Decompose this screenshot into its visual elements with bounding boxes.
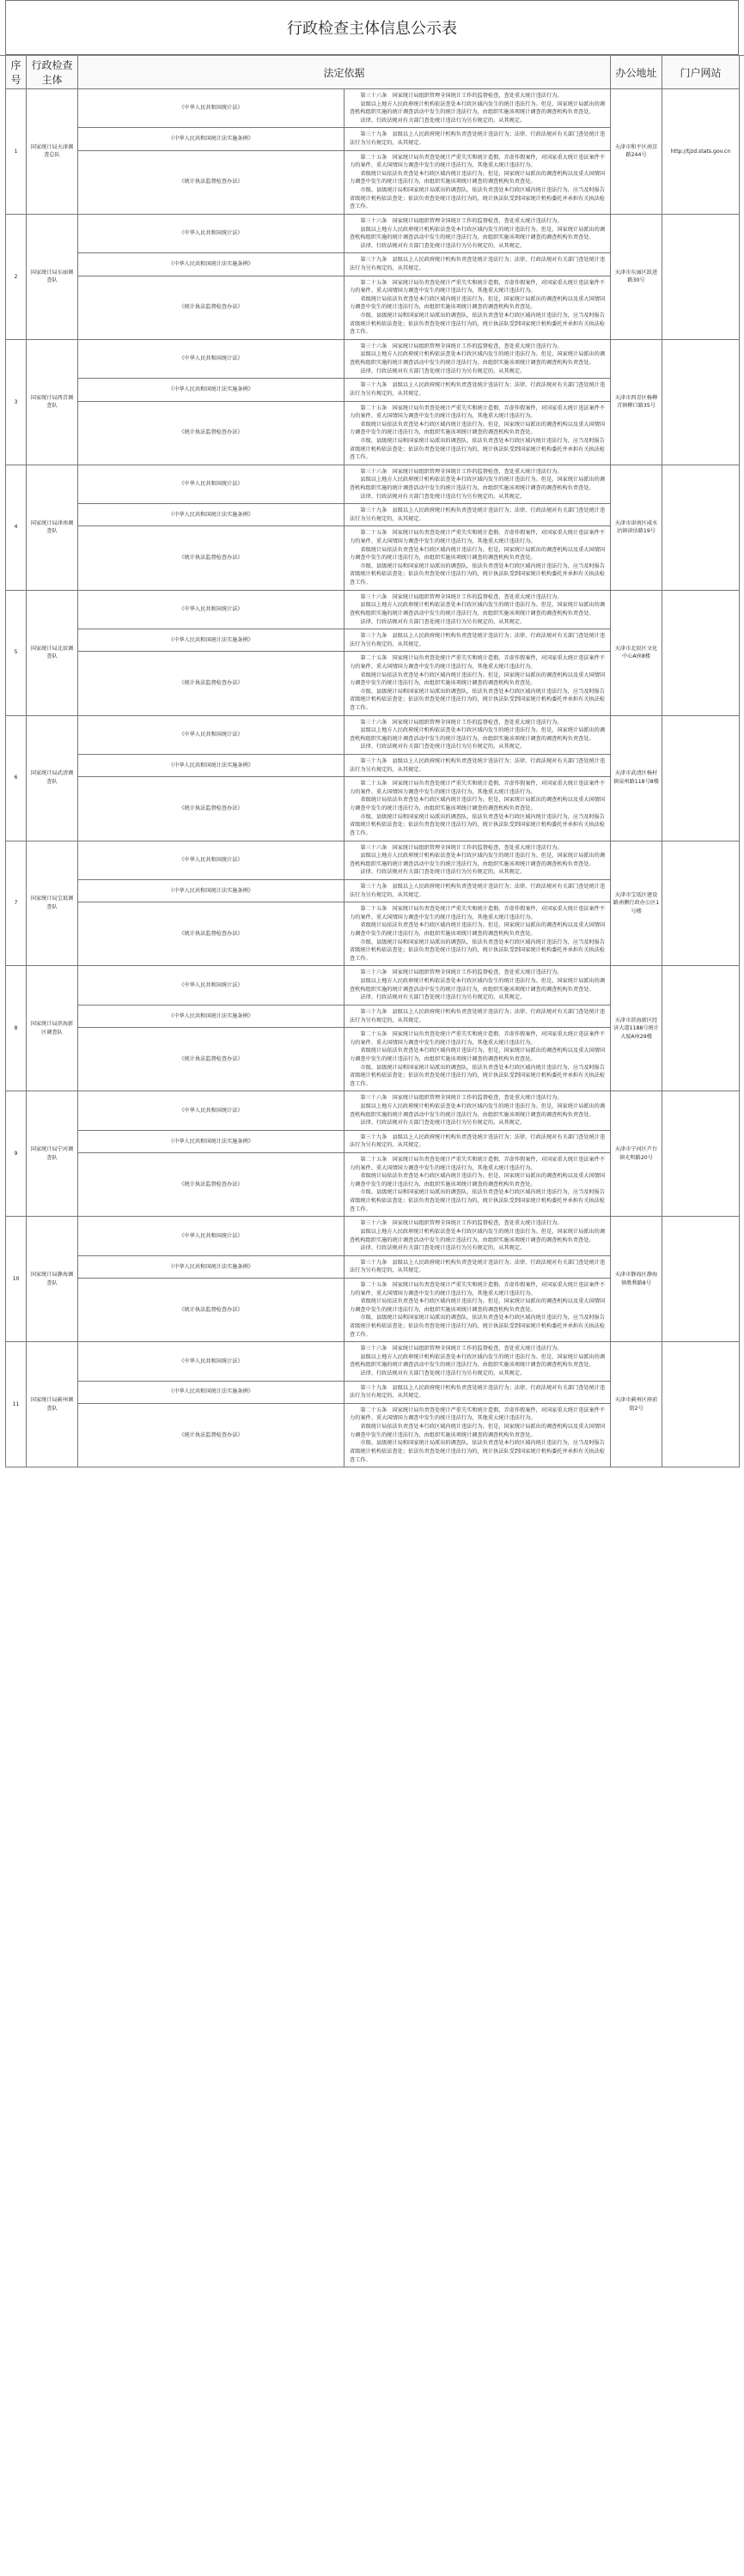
basis-paragraph: 省级统计局依法负责查处本行政区域内统计违法行为。但是，国家统计局派出的调查机构以及重大国情国力调查中发生的统计违法行为，由组织实施该项统计调查的调查机构负责查处。	[350, 170, 606, 185]
office-address: 天津市宝坻区建设路南侧行政办公区1号楼	[611, 841, 662, 966]
basis-text	[345, 128, 611, 150]
law-name: 《统计执法监督检查办法》	[78, 652, 345, 715]
info-table	[5, 55, 740, 1467]
basis-paragraph: 市级、县级统计局和国家统计局派出的调查队，依法负责查处本行政区域内统计违法行为，应当及时报告省级统计机构依法查处；依法负责查处统计违法行为的，统计执法队受到国家统计机构委托并承担有关执法检查工作。	[350, 939, 606, 962]
law-name: 《中华人民共和国统计法》	[78, 339, 345, 378]
law-name: 《统计执法监督检查办法》	[78, 1403, 345, 1467]
law-name: 《中华人民共和国统计法实施条例》	[78, 1130, 345, 1152]
law-name: 《统计执法监督检查办法》	[78, 1278, 345, 1341]
basis-paragraph: 法律、行政法规对有关部门查处统计违法行为另有规定的，从其规定。	[360, 1370, 526, 1377]
table-row	[6, 214, 740, 252]
basis-text	[345, 755, 611, 777]
row-number: 8	[6, 966, 27, 1091]
law-name: 《统计执法监督检查办法》	[78, 1028, 345, 1091]
basis-text	[345, 150, 611, 214]
basis-text	[345, 1403, 611, 1467]
header-address: 办公地址	[611, 56, 662, 89]
law-name: 《中华人民共和国统计法实施条例》	[78, 379, 345, 401]
law-name: 《中华人民共和国统计法》	[78, 841, 345, 879]
basis-text	[345, 629, 611, 652]
basis-paragraph: 第三十九条 县级以上人民政府统计机构负责查处统计违法行为；法律、行政法规对有关部门查处统计违法行为另有规定的，从其规定。	[350, 1259, 606, 1274]
inspection-body: 国家统计局静海调查队	[27, 1217, 78, 1342]
basis-paragraph: 法律、行政法规对有关部门查处统计违法行为另有规定的，从其规定。	[360, 618, 526, 625]
basis-paragraph: 第三十九条 县级以上人民政府统计机构负责查处统计违法行为；法律、行政法规对有关部门查处统计违法行为另有规定的，从其规定。	[350, 1384, 606, 1400]
basis-paragraph: 第二十五条 国家统计局负责查处统计严重失实和统计造假、弄虚作假案件，对国家重大统计违法案件不力的案件、重大国情国力调查中发生的统计违法行为，其他重大统计违法行为。	[350, 906, 606, 920]
table-row	[6, 465, 740, 503]
basis-text	[345, 276, 611, 339]
basis-paragraph: 市级、县级统计局和国家统计局派出的调查队，依法负责查处本行政区域内统计违法行为，应当及时报告省级统计机构依法查处；依法负责查处统计违法行为的，统计执法队受到国家统计机构委托并承担有关执法检查工作。	[350, 187, 606, 210]
basis-paragraph: 省级统计局依法负责查处本行政区域内统计违法行为。但是，国家统计局派出的调查机构以及重大国情国力调查中发生的统计违法行为，由组织实施该项统计调查的调查机构负责查处。	[350, 1048, 606, 1062]
law-name: 《中华人民共和国统计法》	[78, 1342, 345, 1381]
basis-paragraph: 市级、县级统计局和国家统计局派出的调查队，依法负责查处本行政区域内统计违法行为，应当及时报告省级统计机构依法查处；依法负责查处统计违法行为的，统计执法队受到国家统计机构委托并承担有关执法检查工作。	[350, 1189, 606, 1212]
law-name: 《中华人民共和国统计法》	[78, 715, 345, 754]
basis-paragraph: 第三十九条 县级以上人民政府统计机构负责查处统计违法行为；法律、行政法规对有关部门查处统计违法行为另有规定的，从其规定。	[350, 507, 606, 522]
inspection-body: 国家统计局北辰调查队	[27, 590, 78, 715]
basis-text	[345, 1217, 611, 1255]
basis-text	[345, 841, 611, 879]
basis-paragraph: 第三十六条 国家统计局组织管理全国统计工作的监督检查，查处重大统计违法行为。	[360, 343, 563, 349]
row-number: 5	[6, 590, 27, 715]
basis-paragraph: 省级统计局依法负责查处本行政区域内统计违法行为。但是，国家统计局派出的调查机构以及重大国情国力调查中发生的统计违法行为，由组织实施该项统计调查的调查机构负责查处。	[350, 546, 606, 562]
inspection-body: 国家统计局东丽调查队	[27, 214, 78, 339]
website-link[interactable]	[662, 214, 740, 339]
basis-paragraph: 第三十九条 县级以上人民政府统计机构负责查处统计违法行为；法律、行政法规对有关部门查处统计违法行为另有规定的，从其规定。	[350, 1133, 606, 1149]
basis-paragraph: 第三十六条 国家统计局组织管理全国统计工作的监督检查，查处重大统计违法行为。	[360, 468, 563, 475]
basis-text	[345, 465, 611, 503]
basis-paragraph: 县级以上地方人民政府统计机构依法查处本行政区域内发生的统计违法行为。但是，国家统计局派出的调查机构组织实施的统计调查活动中发生的统计违法行为，由组织实施该项统计调查的调查机构负责查处。	[350, 477, 606, 491]
basis-paragraph: 第三十九条 县级以上人民政府统计机构负责查处统计违法行为；法律、行政法规对有关部门查处统计违法行为另有规定的，从其规定。	[350, 257, 606, 271]
basis-paragraph: 第三十六条 国家统计局组织管理全国统计工作的监督检查，查处重大统计违法行为。	[360, 217, 563, 224]
basis-paragraph: 第三十六条 国家统计局组织管理全国统计工作的监督检查，查处重大统计违法行为。	[360, 1346, 563, 1352]
basis-paragraph: 第三十六条 国家统计局组织管理全国统计工作的监督检查，查处重大统计违法行为。	[360, 719, 563, 726]
basis-text	[345, 966, 611, 1005]
basis-paragraph: 省级统计局依法负责查处本行政区域内统计违法行为。但是，国家统计局派出的调查机构以及重大国情国力调查中发生的统计违法行为，由组织实施该项统计调查的调查机构负责查处。	[350, 1424, 606, 1438]
basis-paragraph: 第二十五条 国家统计局负责查处统计严重失实和统计造假、弄虚作假案件，对国家重大统计违法案件不力的案件、重大国情国力调查中发生的统计违法行为，其他重大统计违法行为。	[350, 530, 606, 545]
law-name: 《统计执法监督检查办法》	[78, 276, 345, 339]
basis-paragraph: 县级以上地方人民政府统计机构依法查处本行政区域内发生的统计违法行为。但是，国家统计局派出的调查机构组织实施的统计调查活动中发生的统计违法行为，由组织实施该项统计调查的调查机构负责查处。	[350, 1228, 606, 1243]
basis-paragraph: 省级统计局依法负责查处本行政区域内统计违法行为。但是，国家统计局派出的调查机构以及重大国情国力调查中发生的统计违法行为，由组织实施该项统计调查的调查机构负责查处。	[350, 1173, 606, 1188]
basis-text	[345, 1278, 611, 1341]
law-name: 《统计执法监督检查办法》	[78, 777, 345, 841]
office-address: 天津市滨海新区经济大道1188号统计大厦A座29楼	[611, 966, 662, 1091]
basis-paragraph: 第三十六条 国家统计局组织管理全国统计工作的监督检查，查处重大统计违法行为。	[360, 844, 563, 851]
basis-text	[345, 339, 611, 378]
basis-paragraph: 县级以上地方人民政府统计机构依法查处本行政区域内发生的统计违法行为。但是，国家统计局派出的调查机构组织实施的统计调查活动中发生的统计违法行为，由组织实施该项统计调查的调查机构负责查处。	[350, 226, 606, 241]
basis-paragraph: 第二十五条 国家统计局负责查处统计严重失实和统计造假、弄虚作假案件，对国家重大统计违法案件不力的案件、重大国情国力调查中发生的统计违法行为，其他重大统计违法行为。	[350, 781, 606, 795]
basis-paragraph: 县级以上地方人民政府统计机构依法查处本行政区域内发生的统计违法行为。但是，国家统计局派出的调查机构组织实施的统计调查活动中发生的统计违法行为，由组织实施该项统计调查的调查机构负责查处。	[350, 1353, 606, 1369]
basis-paragraph: 市级、县级统计局和国家统计局派出的调查队，依法负责查处本行政区域内统计违法行为，应当及时报告省级统计机构依法查处；依法负责查处统计违法行为的，统计执法队受到国家统计机构委托并承担有关执法检查工作。	[350, 688, 606, 711]
office-address: 天津市西青区杨柳青镇柳口路35号	[611, 339, 662, 465]
basis-text	[345, 777, 611, 841]
row-number: 1	[6, 89, 27, 215]
basis-paragraph: 法律、行政法规对有关部门查处统计违法行为另有规定的，从其规定。	[360, 994, 526, 1001]
basis-paragraph: 省级统计局依法负责查处本行政区域内统计违法行为。但是，国家统计局派出的调查机构以及重大国情国力调查中发生的统计违法行为，由组织实施该项统计调查的调查机构负责查处。	[350, 295, 606, 311]
basis-paragraph: 县级以上地方人民政府统计机构依法查处本行政区域内发生的统计违法行为。但是，国家统计局派出的调查机构组织实施的统计调查活动中发生的统计违法行为，由组织实施该项统计调查的调查机构负责查处。	[350, 978, 606, 993]
inspection-body: 国家统计局蓟州调查队	[27, 1342, 78, 1467]
law-name: 《中华人民共和国统计法实施条例》	[78, 253, 345, 276]
basis-paragraph: 第三十九条 县级以上人民政府统计机构负责查处统计违法行为；法律、行政法规对有关部门查处统计违法行为另有规定的，从其规定。	[350, 633, 606, 647]
basis-paragraph: 第三十九条 县级以上人民政府统计机构负责查处统计违法行为；法律、行政法规对有关部门查处统计违法行为另有规定的，从其规定。	[350, 1008, 606, 1024]
basis-paragraph: 第三十六条 国家统计局组织管理全国统计工作的监督检查，查处重大统计违法行为。	[360, 593, 563, 600]
office-address: 天津市津南区咸水沽镇津沽路19号	[611, 465, 662, 590]
office-address: 天津市北辰区文化中心A座8楼	[611, 590, 662, 715]
basis-paragraph: 第二十五条 国家统计局负责查处统计严重失实和统计造假、弄虚作假案件，对国家重大统计违法案件不力的案件、重大国情国力调查中发生的统计违法行为，其他重大统计违法行为。	[350, 1281, 606, 1297]
basis-paragraph: 第二十五条 国家统计局负责查处统计严重失实和统计造假、弄虚作假案件，对国家重大统计违法案件不力的案件、重大国情国力调查中发生的统计违法行为，其他重大统计违法行为。	[350, 404, 606, 420]
basis-text	[345, 715, 611, 754]
inspection-body: 国家统计局宁河调查队	[27, 1091, 78, 1217]
basis-paragraph: 第二十五条 国家统计局负责查处统计严重失实和统计造假、弄虚作假案件，对国家重大统计违法案件不力的案件、重大国情国力调查中发生的统计违法行为，其他重大统计违法行为。	[350, 1031, 606, 1046]
table-row	[6, 339, 740, 378]
header-num: 序号	[6, 56, 27, 89]
basis-paragraph: 县级以上地方人民政府统计机构依法查处本行政区域内发生的统计违法行为。但是，国家统计局派出的调查机构组织实施的统计调查活动中发生的统计违法行为，由组织实施该项统计调查的调查机构负责查处。	[350, 853, 606, 867]
table-row	[6, 966, 740, 1005]
basis-paragraph: 法律、行政法规对有关部门查处统计违法行为另有规定的，从其规定。	[360, 1120, 526, 1127]
basis-text	[345, 504, 611, 526]
table-row	[6, 89, 740, 128]
basis-text	[345, 1255, 611, 1278]
basis-paragraph: 第三十九条 县级以上人民政府统计机构负责查处统计违法行为；法律、行政法规对有关部门查处统计违法行为另有规定的，从其规定。	[350, 131, 606, 147]
inspection-body: 国家统计局宝坻调查队	[27, 841, 78, 966]
law-name: 《中华人民共和国统计法》	[78, 465, 345, 503]
header-basis: 法定依据	[78, 56, 611, 89]
basis-paragraph: 第三十九条 县级以上人民政府统计机构负责查处统计违法行为；法律、行政法规对有关部门查处统计违法行为另有规定的，从其规定。	[350, 382, 606, 397]
basis-paragraph: 县级以上地方人民政府统计机构依法查处本行政区域内发生的统计违法行为。但是，国家统计局派出的调查机构组织实施的统计调查活动中发生的统计违法行为，由组织实施该项统计调查的调查机构负责查处。	[350, 100, 606, 116]
basis-text	[345, 379, 611, 401]
basis-text	[345, 253, 611, 276]
table-row	[6, 841, 740, 879]
basis-paragraph: 省级统计局依法负责查处本行政区域内统计违法行为。但是，国家统计局派出的调查机构以及重大国情国力调查中发生的统计违法行为，由组织实施该项统计调查的调查机构负责查处。	[350, 421, 606, 436]
law-name: 《统计执法监督检查办法》	[78, 401, 345, 465]
basis-text	[345, 526, 611, 590]
basis-paragraph: 市级、县级统计局和国家统计局派出的调查队，依法负责查处本行政区域内统计违法行为，应当及时报告省级统计机构依法查处；依法负责查处统计违法行为的，统计执法队受到国家统计机构委托并承担有关执法检查工作。	[350, 562, 606, 586]
office-address: 天津市和平区南京路244号	[611, 89, 662, 215]
basis-text	[345, 1130, 611, 1152]
law-name: 《中华人民共和国统计法》	[78, 1091, 345, 1130]
basis-paragraph: 第二十五条 国家统计局负责查处统计严重失实和统计造假、弄虚作假案件，对国家重大统计违法案件不力的案件、重大国情国力调查中发生的统计违法行为，其他重大统计违法行为。	[350, 1406, 606, 1422]
basis-paragraph: 法律、行政法规对有关部门查处统计违法行为另有规定的，从其规定。	[360, 1245, 526, 1252]
law-name: 《中华人民共和国统计法实施条例》	[78, 755, 345, 777]
basis-text	[345, 1091, 611, 1130]
basis-text	[345, 902, 611, 966]
row-number: 9	[6, 1091, 27, 1217]
basis-paragraph: 省级统计局依法负责查处本行政区域内统计违法行为。但是，国家统计局派出的调查机构以及重大国情国力调查中发生的统计违法行为，由组织实施该项统计调查的调查机构负责查处。	[350, 797, 606, 812]
basis-paragraph: 市级、县级统计局和国家统计局派出的调查队，依法负责查处本行政区域内统计违法行为，应当及时报告省级统计机构依法查处；依法负责查处统计违法行为的，统计执法队受到国家统计机构委托并承担有关执法检查工作。	[350, 437, 606, 461]
header-website: 门户网站	[662, 56, 740, 89]
basis-paragraph: 法律、行政法规对有关部门查处统计违法行为另有规定的，从其规定。	[360, 117, 526, 124]
law-name: 《中华人民共和国统计法实施条例》	[78, 504, 345, 526]
law-name: 《中华人民共和国统计法实施条例》	[78, 1005, 345, 1027]
law-name: 《中华人民共和国统计法实施条例》	[78, 128, 345, 150]
page-title: 行政检查主体信息公示表	[0, 0, 744, 56]
table-row	[6, 1217, 740, 1255]
basis-paragraph: 县级以上地方人民政府统计机构依法查处本行政区域内发生的统计违法行为。但是，国家统计局派出的调查机构组织实施的统计调查活动中发生的统计违法行为，由组织实施该项统计调查的调查机构负责查处。	[350, 727, 606, 742]
law-name: 《统计执法监督检查办法》	[78, 526, 345, 590]
law-name: 《中华人民共和国统计法》	[78, 590, 345, 629]
basis-paragraph: 第二十五条 国家统计局负责查处统计严重失实和统计造假、弄虚作假案件，对国家重大统计违法案件不力的案件、重大国情国力调查中发生的统计违法行为，其他重大统计违法行为。	[350, 279, 606, 295]
law-name: 《中华人民共和国统计法》	[78, 89, 345, 128]
office-address: 天津市东丽区跃进路30号	[611, 214, 662, 339]
basis-paragraph: 省级统计局依法负责查处本行政区域内统计违法行为。但是，国家统计局派出的调查机构以及重大国情国力调查中发生的统计违法行为，由组织实施该项统计调查的调查机构负责查处。	[350, 1298, 606, 1313]
basis-paragraph: 法律、行政法规对有关部门查处统计违法行为另有规定的，从其规定。	[360, 493, 526, 500]
basis-text	[345, 590, 611, 629]
website-link[interactable]	[662, 1217, 740, 1342]
basis-paragraph: 市级、县级统计局和国家统计局派出的调查队，依法负责查处本行政区域内统计违法行为，应当及时报告省级统计机构依法查处；依法负责查处统计违法行为的，统计执法队受到国家统计机构委托并承担有关执法检查工作。	[350, 1064, 606, 1087]
office-address: 天津市蓟州区府前街2号	[611, 1342, 662, 1467]
basis-text	[345, 1342, 611, 1381]
inspection-body: 国家统计局武清调查队	[27, 715, 78, 841]
basis-text	[345, 652, 611, 715]
table-row	[6, 590, 740, 629]
website-link[interactable]	[662, 1091, 740, 1217]
website-link[interactable]: http://tjzd.stats.gov.cn	[662, 89, 740, 215]
basis-paragraph: 第二十五条 国家统计局负责查处统计严重失实和统计造假、弄虚作假案件，对国家重大统计违法案件不力的案件、重大国情国力调查中发生的统计违法行为，其他重大统计违法行为。	[350, 655, 606, 670]
basis-text	[345, 1005, 611, 1027]
table-row	[6, 1342, 740, 1381]
basis-paragraph: 第三十六条 国家统计局组织管理全国统计工作的监督检查，查处重大统计违法行为。	[360, 1220, 563, 1227]
website-link[interactable]	[662, 1342, 740, 1467]
basis-paragraph: 市级、县级统计局和国家统计局派出的调查队，依法负责查处本行政区域内统计违法行为，应当及时报告省级统计机构依法查处；依法负责查处统计违法行为的，统计执法队受到国家统计机构委托并承担有关执法检查工作。	[350, 313, 606, 336]
inspection-body: 国家统计局西青调查队	[27, 339, 78, 465]
website-link[interactable]	[662, 339, 740, 465]
basis-paragraph: 法律、行政法规对有关部门查处统计违法行为另有规定的，从其规定。	[360, 744, 526, 750]
website-link[interactable]	[662, 966, 740, 1091]
basis-text	[345, 89, 611, 128]
basis-paragraph: 省级统计局依法负责查处本行政区域内统计违法行为。但是，国家统计局派出的调查机构以及重大国情国力调查中发生的统计违法行为，由组织实施该项统计调查的调查机构负责查处。	[350, 922, 606, 938]
law-name: 《中华人民共和国统计法》	[78, 966, 345, 1005]
basis-paragraph: 法律、行政法规对有关部门查处统计违法行为另有规定的，从其规定。	[360, 242, 526, 249]
basis-paragraph: 市级、县级统计局和国家统计局派出的调查队，依法负责查处本行政区域内统计违法行为，应当及时报告省级统计机构依法查处；依法负责查处统计违法行为的，统计执法队受到国家统计机构委托并承担有关执法检查工作。	[350, 1440, 606, 1463]
row-number: 4	[6, 465, 27, 590]
basis-paragraph: 法律、行政法规对有关部门查处统计违法行为另有规定的，从其规定。	[360, 368, 526, 374]
basis-text	[345, 401, 611, 465]
row-number: 3	[6, 339, 27, 465]
office-address: 天津市宁河区芦台镇光明路20号	[611, 1091, 662, 1217]
law-name: 《统计执法监督检查办法》	[78, 1153, 345, 1217]
header-body: 行政检查主体	[27, 56, 78, 89]
office-address: 天津市武清区杨村镇泉州路118号8楼	[611, 715, 662, 841]
basis-paragraph: 第二十五条 国家统计局负责查处统计严重失实和统计造假、弄虚作假案件，对国家重大统计违法案件不力的案件、重大国情国力调查中发生的统计违法行为，其他重大统计违法行为。	[350, 154, 606, 169]
website-link[interactable]	[662, 465, 740, 590]
office-address: 天津市静海区静海镇胜利路8号	[611, 1217, 662, 1342]
table-row	[6, 1091, 740, 1130]
website-link[interactable]	[662, 841, 740, 966]
law-name: 《中华人民共和国统计法》	[78, 214, 345, 252]
row-number: 6	[6, 715, 27, 841]
basis-paragraph: 市级、县级统计局和国家统计局派出的调查队，依法负责查处本行政区域内统计违法行为，应当及时报告省级统计机构依法查处；依法负责查处统计违法行为的，统计执法队受到国家统计机构委托并承担有关执法检查工作。	[350, 813, 606, 836]
basis-paragraph: 法律、行政法规对有关部门查处统计违法行为另有规定的，从其规定。	[360, 869, 526, 876]
basis-paragraph: 第三十九条 县级以上人民政府统计机构负责查处统计违法行为；法律、行政法规对有关部门查处统计违法行为另有规定的，从其规定。	[350, 883, 606, 898]
basis-paragraph: 县级以上地方人民政府统计机构依法查处本行政区域内发生的统计违法行为。但是，国家统计局派出的调查机构组织实施的统计调查活动中发生的统计违法行为，由组织实施该项统计调查的调查机构负责查处。	[350, 351, 606, 367]
basis-paragraph: 第三十六条 国家统计局组织管理全国统计工作的监督检查，查处重大统计违法行为。	[360, 969, 563, 976]
basis-paragraph: 市级、县级统计局和国家统计局派出的调查队，依法负责查处本行政区域内统计违法行为，应当及时报告省级统计机构依法查处；依法负责查处统计违法行为的，统计执法队受到国家统计机构委托并承担有关执法检查工作。	[350, 1315, 606, 1338]
basis-paragraph: 第三十六条 国家统计局组织管理全国统计工作的监督检查，查处重大统计违法行为。	[360, 93, 563, 99]
basis-text	[345, 1153, 611, 1217]
basis-text	[345, 1381, 611, 1403]
inspection-body: 国家统计局津南调查队	[27, 465, 78, 590]
website-link[interactable]	[662, 590, 740, 715]
row-number: 10	[6, 1217, 27, 1342]
basis-paragraph: 县级以上地方人民政府统计机构依法查处本行政区域内发生的统计违法行为。但是，国家统计局派出的调查机构组织实施的统计调查活动中发生的统计违法行为，由组织实施该项统计调查的调查机构负责查处。	[350, 602, 606, 617]
row-number: 2	[6, 214, 27, 339]
row-number: 7	[6, 841, 27, 966]
header-row	[6, 56, 740, 89]
law-name: 《中华人民共和国统计法实施条例》	[78, 629, 345, 652]
law-name: 《统计执法监督检查办法》	[78, 150, 345, 214]
basis-paragraph: 第三十九条 县级以上人民政府统计机构负责查处统计违法行为；法律、行政法规对有关部门查处统计违法行为另有规定的，从其规定。	[350, 758, 606, 773]
law-name: 《中华人民共和国统计法实施条例》	[78, 879, 345, 902]
basis-paragraph: 县级以上地方人民政府统计机构依法查处本行政区域内发生的统计违法行为。但是，国家统计局派出的调查机构组织实施的统计调查活动中发生的统计违法行为，由组织实施该项统计调查的调查机构负责查处。	[350, 1103, 606, 1118]
law-name: 《中华人民共和国统计法实施条例》	[78, 1255, 345, 1278]
inspection-body: 国家统计局滨海新区调查队	[27, 966, 78, 1091]
website-link[interactable]	[662, 715, 740, 841]
law-name: 《中华人民共和国统计法》	[78, 1217, 345, 1255]
law-name: 《中华人民共和国统计法实施条例》	[78, 1381, 345, 1403]
row-number: 11	[6, 1342, 27, 1467]
basis-text	[345, 1028, 611, 1091]
table-row	[6, 715, 740, 754]
basis-text	[345, 214, 611, 252]
basis-text	[345, 879, 611, 902]
basis-paragraph: 第二十五条 国家统计局负责查处统计严重失实和统计造假、弄虚作假案件，对国家重大统计违法案件不力的案件、重大国情国力调查中发生的统计违法行为，其他重大统计违法行为。	[350, 1157, 606, 1171]
inspection-body: 国家统计局天津调查总队	[27, 89, 78, 215]
basis-paragraph: 省级统计局依法负责查处本行政区域内统计违法行为。但是，国家统计局派出的调查机构以及重大国情国力调查中发生的统计违法行为，由组织实施该项统计调查的调查机构负责查处。	[350, 671, 606, 687]
basis-paragraph: 第三十六条 国家统计局组织管理全国统计工作的监督检查，查处重大统计违法行为。	[360, 1095, 563, 1102]
law-name: 《统计执法监督检查办法》	[78, 902, 345, 966]
